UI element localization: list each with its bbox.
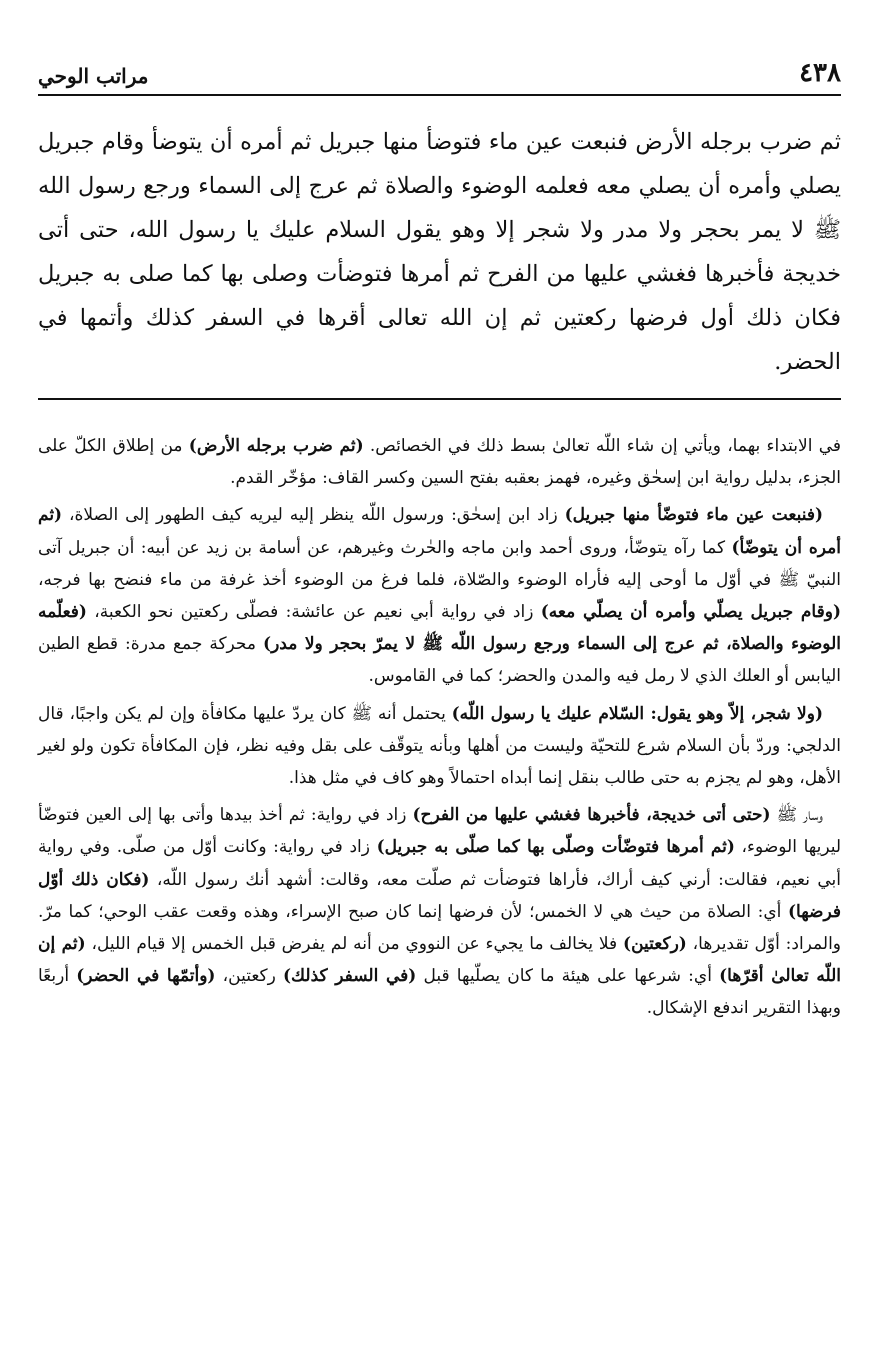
commentary-segment: أي: الصلاة من حيث هي لا الخمس؛ لأن فرضها إنما كان صبح الإسراء، وهذه وقعت عقب الوحي؛ كما مرّ. والمراد: أوّل تقديرها، [38,901,841,955]
commentary-segment: زاد في رواية أبي نعيم عن عائشة: فصلّى ركعتين نحو الكعبة، [86,602,541,623]
commentary-quote: (ولا شجر، إلاّ وهو يقول: السّلام عليك يا رسول اللّه) [451,703,823,724]
commentary-segment: زاد في رواية: وكانت أوّل من صلّى. وفي رواية أبي نعيم، فقالت: أرني كيف أراك، فأراها فتوضأت ثم صلّت معه، وقالت: أشهد أنك رسول اللّه، [38,837,842,890]
commentary-segment: أي: شرعها على هيئة ما كان يصلّيها قبل [416,966,720,987]
page-number: ٤٣٨ [799,58,841,88]
text-divider [38,398,841,400]
commentary-segment: من إطلاق الكلّ على الجزء، بدليل رواية ابن إسحٰق وغيره، فهمز بعقبه بفتح السين وكسر القاف: مؤخّر القدم. [38,436,841,489]
page-header [38,52,841,96]
commentary-paragraph [38,499,841,692]
commentary-segment: زاد في رواية: ثم أخذ بيدها وأتى بها إلى العين فتوضّأ ليريها الوضوء، [38,805,842,858]
commentary-quote: (ركعتين) [623,934,687,955]
commentary-segment: كما رآه يتوضّأ، وروى أحمد وابن ماجه والحٰرث وغيرهم، عن أسامة بن زيد عن أبيه: أن جبريل آتى النبيّ ﷺ في أوّل ما أوحى إليه فأراه الوضوء والصّلاة، فلما فرغ من الوضوء أخذ غرفة من ماء فنضح بها فرجه، [38,537,841,590]
commentary-segment: وسار ﷺ [770,805,823,826]
main-text: ثم ضرب برجله الأرض فنبعت عين ماء فتوضأ منها جبريل ثم أمره أن يتوضأ وقام جبريل يصلي وأمره أن يصلي معه فعلمه الوضوء والصلاة ثم عرج إلى السماء ورجع رسول الله ﷺ لا يمر بحجر ولا مدر ولا شجر إلا وهو يقول السلام عليك يا رسول الله، حتى أتى خديجة فأخبرها فغشي عليها من الفرح ثم أمرها فتوضأت وصلى بها كما صلى به جبريل فكان ذلك أول فرضها ركعتين ثم إن الله تعالى أقرها في السفر كذلك وأتمها في الحضر. [38,129,841,375]
commentary-segment: يحتمل أنه ﷺ كان يردّ عليها مكافأة وإن لم يكن واجبًا، قال الدلجي: وردّ بأن السلام شرع للتحيّة وليست من أهلها وبأنه يتوقّف على بقل وفيه نظر، فإن المكافأة تكون ولو لغير الأهل، وهو لم يجزم به حتى طالب بنقل إنما أبداه احتمالاً وهو كاف في مثل هذا. [38,703,841,789]
commentary-segment: أربعًا وبهذا التقرير اندفع الإشكال. [38,966,841,1019]
commentary-segment: فلا يخالف ما يجيء عن النووي من أنه لم يفرض قبل الخمس إلا قيام الليل، [85,934,624,955]
commentary-segment: في الابتداء بهما، ويأتي إن شاء اللّه تعالىٰ بسط ذلك في الخصائص. [363,436,842,456]
commentary-quote: (وأتمّها في الحضر) [76,966,216,987]
commentary [38,430,841,1030]
commentary-segment: محركة جمع مدرة: قطع الطين اليابس أو العلك الذي لا رمل فيه والمدن والحضر؛ كما في القاموس. [38,634,841,687]
commentary-paragraph [38,430,841,494]
commentary-quote: (فعلّمه الوضوء والصلاة، ثم عرج إلى السماء ورجع رسول اللّه ﷺ لا يمرّ بحجر ولا مدر) [38,602,841,655]
commentary-quote: (وقام جبريل يصلّي وأمره أن يصلّي معه) [540,602,841,623]
commentary-quote: (ثم أمرها فتوضّأت وصلّى بها كما صلّى به جبريل) [376,837,735,858]
running-title: مراتب الوحي [38,64,149,88]
commentary-paragraph [38,799,841,1024]
commentary-quote: (ثم ضرب برجله الأرض) [188,436,364,456]
commentary-quote: (فكان ذلك أوّل فرضها) [38,869,841,922]
commentary-quote: (فنبعت عين ماء فتوضّأ منها جبريل) [564,505,824,526]
commentary-quote: (في السفر كذلك) [283,966,417,987]
commentary-segment: ركعتين، [215,966,284,987]
commentary-paragraph [38,698,841,795]
commentary-quote: (ثم إن اللّه تعالىٰ أقرّها) [38,934,841,987]
commentary-segment: زاد ابن إسحٰق: ورسول اللّه ينظر إليه ليريه كيف الطهور إلى الصلاة، [62,505,565,526]
commentary-quote: (ثم أمره أن يتوضّأ) [38,505,841,558]
commentary-quote: (حتى أتى خديجة، فأخبرها فغشي عليها من الفرح) [412,805,771,826]
